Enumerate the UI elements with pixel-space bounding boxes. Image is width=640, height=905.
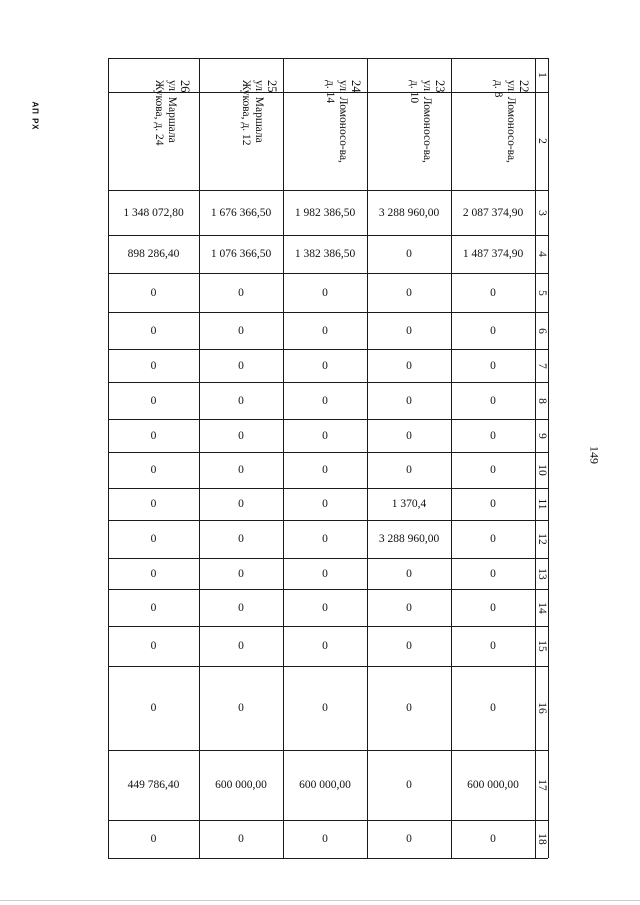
table-cell: 0 — [406, 429, 412, 442]
row-address: ул. Ломоносо-ва, д. 10 — [408, 80, 433, 163]
table-cell: 0 — [238, 286, 244, 299]
column-number: 12 — [535, 533, 548, 545]
table-cell: 0 — [322, 498, 328, 510]
table-cell: 0 — [490, 533, 496, 545]
table-cell: 1 676 366,50 — [210, 206, 272, 219]
table-hline — [108, 858, 548, 859]
table-cell: 0 — [238, 498, 244, 510]
table-cell: 0 — [150, 601, 157, 614]
column-number: 7 — [535, 362, 548, 369]
table-cell: 0 — [406, 394, 412, 407]
row-header-content — [201, 78, 281, 170]
table-cell: 3 288 960,00 — [378, 206, 440, 219]
table-cell: 0 — [322, 324, 328, 337]
table-cell: 0 — [238, 394, 244, 407]
table-cell: 0 — [238, 567, 244, 580]
table-cell: 1 076 366,50 — [210, 248, 272, 260]
table-cell: 0 — [150, 324, 157, 337]
column-number: 10 — [535, 464, 548, 476]
column-number-cell — [535, 666, 548, 750]
table-cell: 600 000,00 — [467, 779, 519, 791]
table-cell: 1 348 072,80 — [123, 206, 184, 219]
table-cell: 0 — [150, 286, 157, 299]
column-number: 6 — [535, 327, 548, 334]
row-address: ул. Ломоносо-ва, д. 8 — [492, 80, 517, 163]
row-number: 26 — [177, 80, 192, 93]
table-cell: 1 382 386,50 — [294, 248, 356, 260]
column-number: 4 — [535, 251, 548, 257]
table-cell: 2 087 374,90 — [462, 206, 524, 219]
column-number-cell — [535, 452, 548, 488]
column-number-cell — [535, 349, 548, 382]
table-cell: 0 — [150, 464, 157, 476]
column-number-cell — [535, 235, 548, 273]
table-cell: 0 — [322, 702, 328, 714]
table-cell: 0 — [150, 394, 157, 407]
table-cell: 0 — [238, 429, 244, 442]
table-cell: 0 — [238, 833, 244, 845]
table-cell: 0 — [406, 286, 412, 299]
row-header-content — [453, 78, 533, 170]
table-cell: 0 — [238, 702, 244, 714]
column-number-cell — [535, 589, 548, 626]
row-header — [108, 58, 199, 190]
column-number: 3 — [535, 209, 548, 216]
row-address: ул. Маршала Жукова, д. 12 — [240, 80, 265, 146]
table-cell: 0 — [150, 359, 157, 372]
column-number: 18 — [535, 833, 548, 845]
table-cell: 449 786,40 — [127, 779, 180, 791]
table-cell: 1 982 386,50 — [294, 206, 356, 219]
table-cell: 600 000,00 — [299, 779, 351, 791]
column-number: 1 — [535, 72, 548, 78]
archive-stamp-text: АП РХ — [30, 101, 40, 131]
table-cell: 0 — [322, 601, 328, 614]
table-cell: 0 — [238, 533, 244, 545]
column-number: 14 — [535, 601, 548, 614]
column-number-cell — [535, 626, 548, 666]
column-number-cell — [535, 488, 548, 520]
table-cell: 0 — [490, 601, 496, 614]
row-header — [199, 58, 283, 190]
table-cell: 0 — [322, 429, 328, 442]
column-number: 8 — [535, 397, 548, 404]
table-cell: 0 — [322, 533, 328, 545]
table-cell: 0 — [406, 640, 412, 652]
row-address: ул. Ломоносо-ва, д. 14 — [324, 80, 349, 163]
table-cell: 1 487 374,90 — [462, 248, 524, 260]
column-number: 9 — [535, 432, 548, 439]
column-number-cell — [535, 190, 548, 235]
table-cell: 0 — [406, 833, 412, 845]
table-cell: 0 — [490, 286, 496, 299]
table-cell: 0 — [150, 533, 157, 545]
column-number: 2 — [535, 138, 548, 144]
column-number-cell — [535, 558, 548, 589]
table-cell: 0 — [322, 833, 328, 845]
row-header-content — [114, 78, 194, 170]
column-number-cell — [535, 58, 548, 92]
table-cell: 0 — [322, 286, 328, 299]
table-cell: 0 — [490, 394, 496, 407]
column-number: 17 — [535, 779, 548, 791]
table-cell: 898 286,40 — [127, 248, 180, 260]
table-cell: 0 — [150, 833, 157, 845]
row-number: 25 — [265, 80, 279, 93]
table-cell: 0 — [322, 640, 328, 652]
column-number-cell — [535, 520, 548, 558]
table-cell: 0 — [150, 702, 157, 714]
page-number-text: 149 — [587, 446, 602, 464]
table-cell: 0 — [490, 702, 496, 714]
table-cell: 0 — [490, 567, 496, 580]
column-number-cell — [535, 419, 548, 452]
row-number: 22 — [517, 80, 531, 93]
table-cell: 0 — [238, 601, 244, 614]
row-header — [367, 58, 451, 190]
table-cell: 0 — [406, 464, 412, 476]
table-cell: 0 — [406, 779, 412, 791]
column-number: 15 — [535, 640, 548, 652]
row-header-content — [369, 78, 449, 170]
table-cell: 0 — [322, 567, 328, 580]
column-number-cell — [535, 382, 548, 419]
table-cell: 0 — [238, 359, 244, 372]
column-number-cell — [535, 92, 548, 190]
row-number: 24 — [349, 80, 363, 93]
table-cell: 0 — [150, 567, 157, 580]
column-number: 13 — [535, 567, 548, 580]
table-cell: 0 — [238, 464, 244, 476]
row-header — [451, 58, 535, 190]
table-cell: 0 — [406, 601, 412, 614]
column-number: 5 — [535, 289, 548, 296]
table-cell: 600 000,00 — [215, 779, 267, 791]
table-cell: 0 — [490, 498, 496, 510]
row-number: 23 — [433, 80, 447, 93]
table-cell: 0 — [150, 498, 157, 510]
column-number-cell — [535, 273, 548, 312]
column-number: 16 — [535, 702, 548, 714]
table-cell: 0 — [490, 359, 496, 372]
table-cell: 0 — [322, 394, 328, 407]
table-cell: 0 — [406, 324, 412, 337]
table-cell: 1 370,4 — [391, 498, 427, 510]
page-bottom-rule — [0, 900, 640, 901]
table-vline — [548, 58, 549, 858]
table-cell: 0 — [406, 248, 412, 260]
table-cell: 0 — [406, 567, 412, 580]
row-header — [283, 58, 367, 190]
column-number-cell — [535, 820, 548, 858]
table-cell: 0 — [406, 702, 412, 714]
table-cell: 0 — [322, 359, 328, 372]
table-cell: 0 — [150, 640, 157, 652]
table-cell: 0 — [322, 464, 328, 476]
table-cell: 0 — [490, 833, 496, 845]
row-header-content — [285, 78, 365, 170]
table-cell: 0 — [490, 429, 496, 442]
table-cell: 3 288 960,00 — [378, 533, 440, 545]
column-number-cell — [535, 312, 548, 349]
table-cell: 0 — [490, 324, 496, 337]
table-cell: 0 — [406, 359, 412, 372]
table-cell: 0 — [490, 464, 496, 476]
column-number-cell — [535, 750, 548, 820]
row-address: ул. Маршала Жукова, д. 24 — [152, 80, 178, 146]
table-cell: 0 — [238, 640, 244, 652]
table-cell: 0 — [150, 429, 157, 442]
table-cell: 0 — [238, 324, 244, 337]
table-cell: 0 — [490, 640, 496, 652]
column-number: 11 — [535, 498, 548, 510]
